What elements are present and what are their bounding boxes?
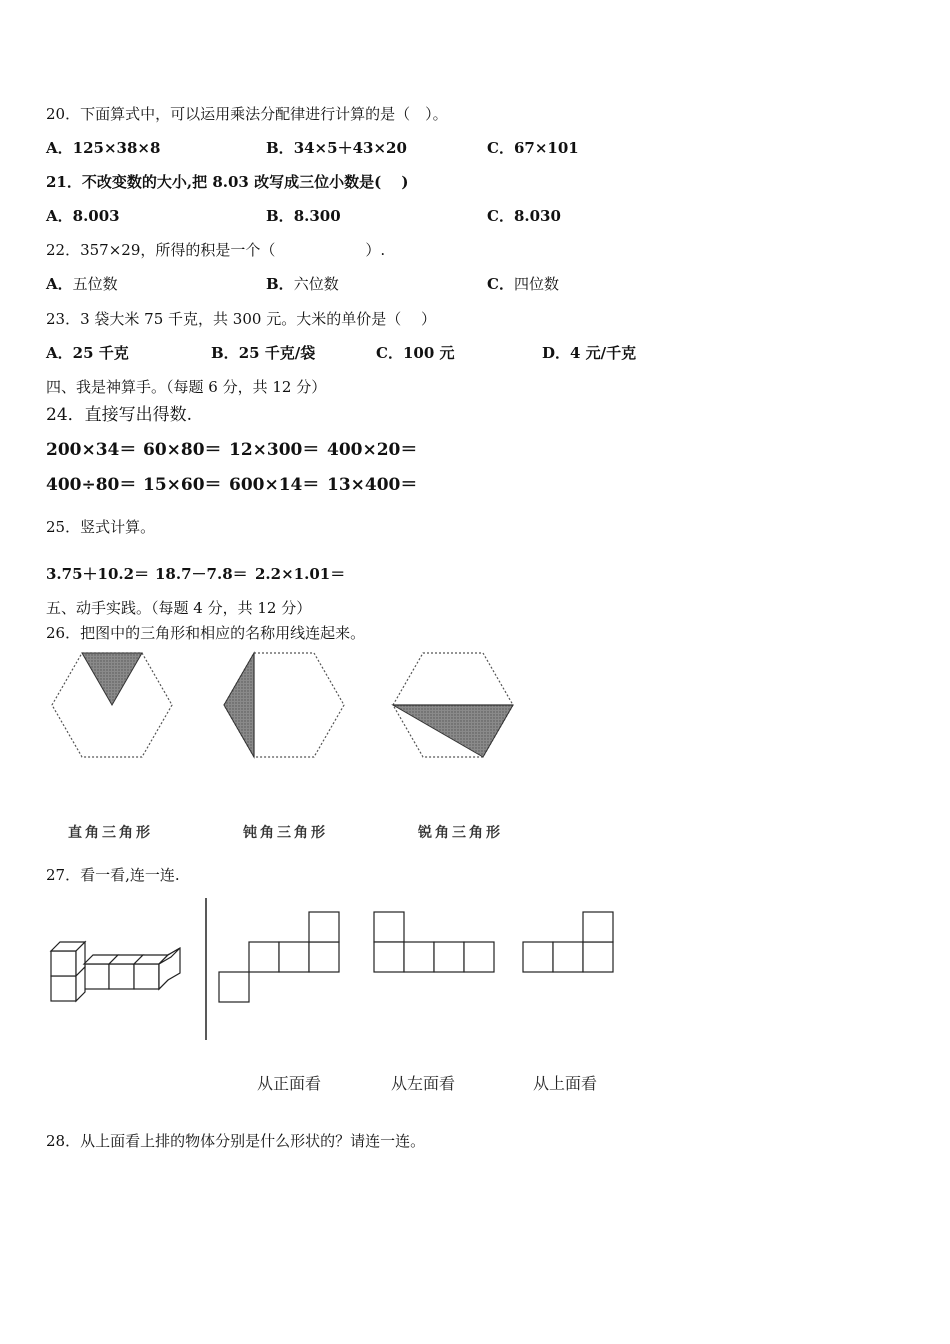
cube-arrangement <box>51 942 180 1001</box>
q24-item: 13×400＝ <box>327 475 418 495</box>
q21-option-b[interactable]: B．8.300 <box>266 207 341 225</box>
q23-option-d[interactable]: D．4 元/千克 <box>542 344 637 362</box>
view-shape-1[interactable] <box>219 912 339 1002</box>
label-acute-triangle[interactable]: 锐角三角形 <box>418 825 503 841</box>
q22-option-b[interactable]: B．六位数 <box>266 275 339 293</box>
q22-option-a[interactable]: A．五位数 <box>46 275 118 293</box>
section-5-heading: 五、动手实践。（每题 4 分，共 12 分） <box>46 599 312 617</box>
label-left-view[interactable]: 从左面看 <box>391 1074 456 1093</box>
q24-item: 200×34＝ <box>46 440 137 460</box>
q20-option-c[interactable]: C．67×101 <box>487 139 579 157</box>
q21-stem: 21．不改变数的大小,把 8.03 改写成三位小数是( ) <box>46 173 409 191</box>
q24-item: 400×20＝ <box>327 440 418 460</box>
q27-figures <box>40 895 640 1045</box>
q25-stem: 25．竖式计算。 <box>46 518 156 536</box>
label-front-view[interactable]: 从正面看 <box>257 1074 322 1093</box>
q21-option-a[interactable]: A．8.003 <box>46 207 120 225</box>
q26-hexagon-figures <box>40 645 560 765</box>
view-shape-2[interactable] <box>374 912 494 972</box>
label-top-view[interactable]: 从上面看 <box>533 1074 598 1093</box>
q24-item: 600×14＝ <box>229 475 320 495</box>
q22-option-c[interactable]: C．四位数 <box>487 275 559 293</box>
q24-item: 60×80＝ <box>143 440 222 460</box>
section-4-heading: 四、我是神算手。（每题 6 分，共 12 分） <box>46 378 327 396</box>
q20-option-b[interactable]: B．34×5＋43×20 <box>266 139 407 157</box>
q21-option-c[interactable]: C．8.030 <box>487 207 561 225</box>
hexagon-figure-3 <box>393 653 513 757</box>
q23-option-c[interactable]: C．100 元 <box>376 344 455 362</box>
label-obtuse-triangle[interactable]: 钝角三角形 <box>243 825 328 841</box>
view-shape-3[interactable] <box>523 912 613 972</box>
q24-item: 400÷80＝ <box>46 475 137 495</box>
label-right-triangle[interactable]: 直角三角形 <box>68 825 153 841</box>
q24-item: 15×60＝ <box>143 475 222 495</box>
q23-stem: 23．3 袋大米 75 千克，共 300 元。大米的单价是（ ） <box>46 310 436 328</box>
q24-item: 12×300＝ <box>229 440 320 460</box>
q26-stem: 26．把图中的三角形和相应的名称用线连起来。 <box>46 624 366 642</box>
q22-stem: 22．357×29，所得的积是一个（ ）. <box>46 241 386 259</box>
q28-stem: 28．从上面看上排的物体分别是什么形状的？请连一连。 <box>46 1132 426 1150</box>
q24-stem: 24．直接写出得数. <box>46 405 193 425</box>
q27-stem: 27．看一看,连一连. <box>46 866 180 884</box>
q25-item: 3.75＋10.2＝ <box>46 565 150 583</box>
q20-stem: 20．下面算式中，可以运用乘法分配律进行计算的是（ ）。 <box>46 105 448 123</box>
q23-option-b[interactable]: B．25 千克/袋 <box>211 344 316 362</box>
hexagon-figure-1 <box>52 653 172 757</box>
q25-item: 2.2×1.01＝ <box>255 565 346 583</box>
hexagon-figure-2 <box>224 653 344 757</box>
q25-item: 18.7－7.8＝ <box>155 565 248 583</box>
q23-option-a[interactable]: A．25 千克 <box>46 344 129 362</box>
q20-option-a[interactable]: A．125×38×8 <box>46 139 161 157</box>
